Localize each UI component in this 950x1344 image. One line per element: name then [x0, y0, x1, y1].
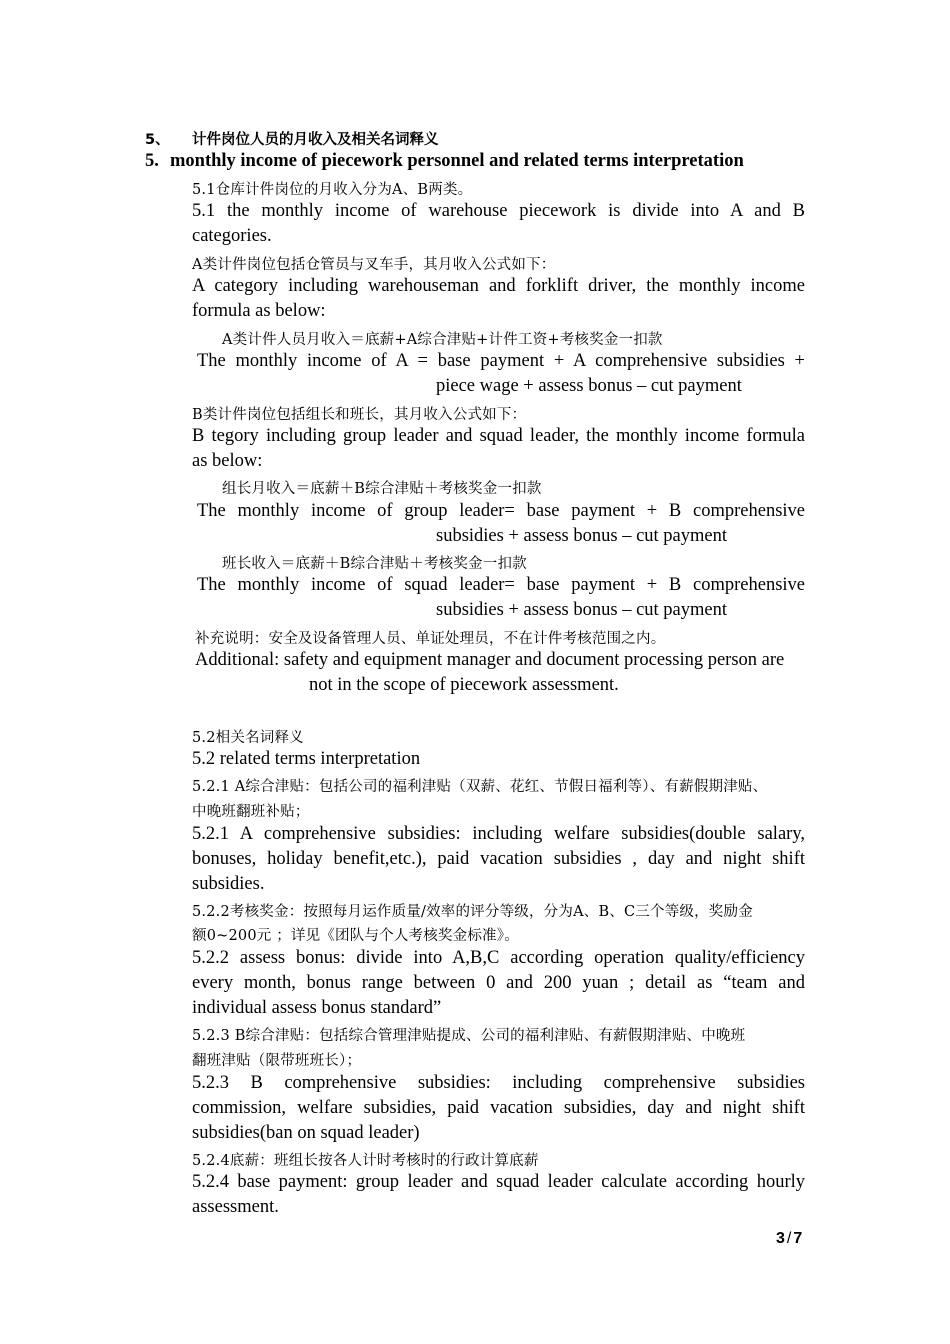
b-category-cn: B类计件岗位包括组长和班长，其月收入公式如下： [192, 407, 527, 423]
para-5-2-2-en-line2: every month, bonus range between 0 and 200 yuan ; detail as “team and [192, 973, 805, 993]
additional-note-cn: 补充说明：安全及设备管理人员、单证处理员，不在计件考核范围之内。 [195, 631, 666, 647]
para-5-2-1-en-line3: subsidies. [192, 874, 265, 894]
para-5-1-en-line2: categories. [192, 226, 272, 246]
page-number [776, 1230, 802, 1248]
para-5-2-2-en-line3: individual assess bonus standard” [192, 998, 442, 1018]
para-5-2-2-en-line1: 5.2.2 assess bonus: divide into A,B,C according operation quality/efficiency [192, 948, 805, 968]
para-5-1-cn: 5.1仓库计件岗位的月收入分为A、B两类。 [192, 182, 473, 198]
para-5-2-cn: 5.2相关名词释义 [192, 730, 304, 746]
para-5-2-1-en-line2: bonuses, holiday benefit,etc.), paid vacation subsidies , day and night shift [192, 849, 805, 869]
section-number-en: 5. [145, 151, 159, 171]
page-current: 3 [776, 1230, 785, 1247]
para-5-2-4-en-line1: 5.2.4 base payment: group leader and squad leader calculate according hourly [192, 1172, 805, 1192]
page-separator: / [786, 1230, 792, 1247]
para-5-2-en: 5.2 related terms interpretation [192, 749, 421, 769]
a-formula-en-line1: The monthly income of A = base payment + A comprehensive subsidies + [197, 351, 805, 371]
a-formula-en-line2: piece wage + assess bonus – cut payment [436, 376, 742, 396]
para-5-2-2-cn-line2: 额0~200元 ；详见《团队与个人考核奖金标准》。 [192, 928, 519, 944]
squad-leader-formula-en-line1: The monthly income of squad leader= base payment + B comprehensive [197, 575, 805, 595]
para-5-2-3-en-line3: subsidies(ban on squad leader) [192, 1123, 420, 1143]
group-leader-formula-cn: 组长月收入＝底薪＋B综合津贴＋考核奖金一扣款 [222, 481, 542, 497]
para-5-2-1-en-line1: 5.2.1 A comprehensive subsidies: including welfare subsidies(double salary, [192, 824, 805, 844]
para-5-2-4-cn: 5.2.4底薪：班组长按各人计时考核时的行政计算底薪 [192, 1153, 539, 1169]
section-number-cn: 5、 [145, 132, 170, 148]
para-5-2-4-en-line2: assessment. [192, 1197, 279, 1217]
para-5-2-3-cn-line2: 翻班津贴（限带班班长）； [192, 1053, 362, 1069]
section-title-en: monthly income of piecework personnel and related terms interpretation [170, 151, 744, 171]
b-category-en-line1: B tegory including group leader and squad leader, the monthly income formula [192, 426, 805, 446]
para-5-2-1-cn-line2: 中晚班翻班补贴； [192, 804, 310, 820]
squad-leader-formula-cn: 班长收入＝底薪＋B综合津贴＋考核奖金一扣款 [222, 556, 527, 572]
para-5-2-3-en-line2: commission, welfare subsidies, paid vacation subsidies, day and night shift [192, 1098, 805, 1118]
para-5-2-3-en-line1: 5.2.3 B comprehensive subsidies: including comprehensive subsidies [192, 1073, 805, 1093]
a-category-en-line1: A category including warehouseman and forklift driver, the monthly income [192, 276, 805, 296]
page-total: 7 [793, 1230, 803, 1247]
b-category-en-line2: as below: [192, 451, 263, 471]
para-5-2-1-cn-line1: 5.2.1 A综合津贴：包括公司的福利津贴（双薪、花红、节假日福利等）、有薪假期津贴、 [192, 779, 768, 795]
para-5-2-2-cn-line1: 5.2.2考核奖金：按照每月运作质量/效率的评分等级，分为A、B、C三个等级，奖励金 [192, 904, 753, 920]
a-category-en-line2: formula as below: [192, 301, 326, 321]
para-5-1-en-line1: 5.1 the monthly income of warehouse piecework is divide into A and B [192, 201, 805, 221]
section-title-cn: 计件岗位人员的月收入及相关名词释义 [192, 132, 439, 148]
additional-note-en-line1: Additional: safety and equipment manager and document processing person are [195, 650, 785, 670]
squad-leader-formula-en-line2: subsidies + assess bonus – cut payment [436, 600, 727, 620]
a-category-cn: A类计件岗位包括仓管员与叉车手，其月收入公式如下： [192, 257, 556, 273]
group-leader-formula-en-line2: subsidies + assess bonus – cut payment [436, 526, 727, 546]
group-leader-formula-en-line1: The monthly income of group leader= base payment + B comprehensive [197, 501, 805, 521]
a-formula-cn: A类计件人员月收入＝底薪+A综合津贴+计件工资+考核奖金一扣款 [222, 332, 663, 348]
para-5-2-3-cn-line1: 5.2.3 B综合津贴：包括综合管理津贴提成、公司的福利津贴、有薪假期津贴、中晚班 [192, 1028, 746, 1044]
additional-note-en-line2: not in the scope of piecework assessment. [309, 675, 619, 695]
